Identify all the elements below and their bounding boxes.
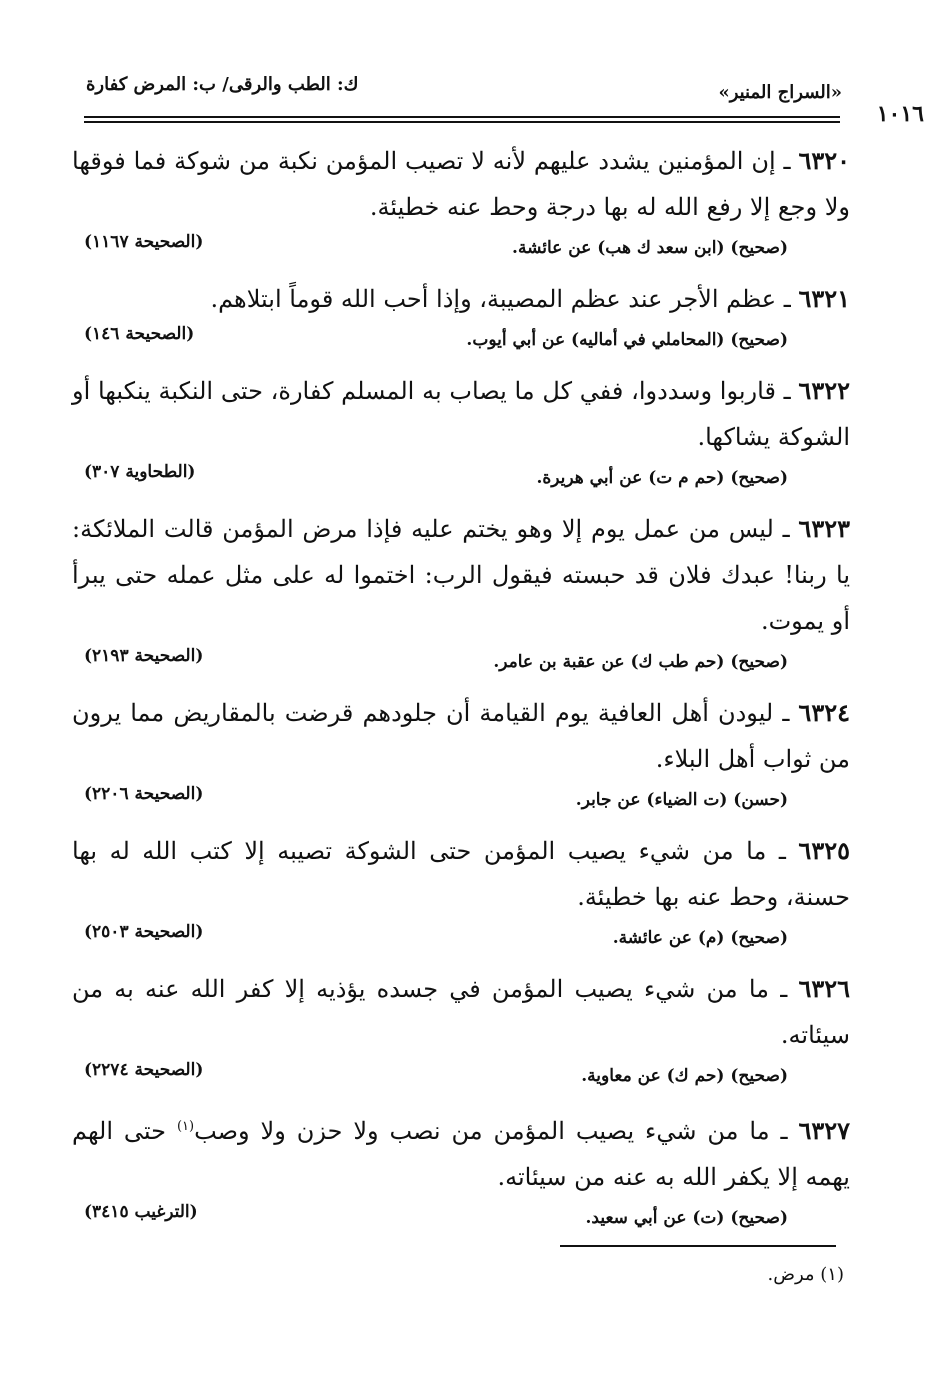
hadith-dash: ـ <box>782 699 790 727</box>
footnote <box>767 1264 844 1285</box>
hadith-entry <box>72 506 850 684</box>
hadith-body: قاربوا وسددوا، ففي كل ما يصاب به المسلم كفارة، حتى النكبة ينكبها أو الشوكة يشاكها. <box>72 377 850 451</box>
hadith-body: ما من شيء يصيب المؤمن في جسده يؤذيه إلا كفر الله عنه به من سيئاته. <box>72 975 850 1049</box>
hadith-entry <box>72 276 850 362</box>
hadith-number: ٦٣٢٢ <box>798 376 850 405</box>
hadith-reference: (الصحيحة ١١٦٧) <box>84 232 204 252</box>
source-row <box>72 644 850 684</box>
hadith-source: (صحيح) (حم م ت) عن أبي هريرة. <box>536 468 788 488</box>
hadith-list <box>72 138 850 1246</box>
source-row <box>72 920 850 960</box>
footnote-number: (١) <box>820 1264 844 1285</box>
hadith-entry <box>72 1104 850 1240</box>
hadith-body: حتى الهم يهمه إلا يكفر الله به عنه من سيئاته. <box>72 1117 850 1191</box>
section-title: ك: الطب والرقى/ ب: المرض كفارة <box>86 74 359 95</box>
hadith-source: (صحيح) (ت) عن أبي سعيد. <box>585 1208 788 1228</box>
source-row <box>72 322 850 362</box>
hadith-body: إن المؤمنين يشدد عليهم لأنه لا تصيب المؤمن نكبة من شوكة فما فوقها ولا وجع إلا رفع الله له بها درجة وحط عنه خطيئة. <box>72 147 850 221</box>
hadith-source: (صحيح) (حم طب ك) عن عقبة بن عامر. <box>493 652 788 672</box>
hadith-number: ٦٣٢٣ <box>798 514 850 543</box>
book-title: «السراج المنير» <box>718 82 842 103</box>
hadith-text <box>72 138 850 230</box>
hadith-reference: (الترغيب ٣٤١٥) <box>84 1202 198 1222</box>
hadith-reference: (الصحيحة ١٤٦) <box>84 324 195 344</box>
hadith-dash: ـ <box>778 837 786 865</box>
hadith-entry <box>72 966 850 1098</box>
hadith-reference: (الصحيحة ٢٢٧٤) <box>84 1060 204 1080</box>
source-row <box>72 230 850 270</box>
hadith-text <box>72 966 850 1058</box>
footnote-marker: (١) <box>176 1119 195 1134</box>
hadith-entry <box>72 138 850 270</box>
hadith-dash: ـ <box>780 1117 788 1145</box>
footnote-text: مرض. <box>767 1264 815 1285</box>
hadith-dash: ـ <box>780 975 788 1003</box>
hadith-reference: (الصحيحة ٢١٩٣) <box>84 646 204 666</box>
hadith-source: (صحيح) (المحاملي في أماليه) عن أبي أيوب. <box>466 330 788 350</box>
hadith-dash: ـ <box>782 515 790 543</box>
hadith-source: (صحيح) (م) عن عائشة. <box>612 928 788 948</box>
hadith-body: عظم الأجر عند عظم المصيبة، وإذا أحب الله قوماً ابتلاهم. <box>210 285 777 313</box>
hadith-dash: ـ <box>783 285 791 313</box>
hadith-dash: ـ <box>783 147 791 175</box>
hadith-number: ٦٣٢١ <box>798 284 850 313</box>
hadith-text <box>72 368 850 460</box>
hadith-body: ليس من عمل يوم إلا وهو يختم عليه فإذا مرض المؤمن قالت الملائكة: يا ربنا! عبدك فلان قد حبسته فيقول الرب: اختموا له على مثل عمله حتى يبرأ أو يموت. <box>72 515 851 635</box>
hadith-number: ٦٣٢٥ <box>798 836 850 865</box>
source-row <box>72 460 850 500</box>
hadith-source: (حسن) (ت الضياء) عن جابر. <box>575 790 788 810</box>
hadith-entry <box>72 368 850 500</box>
hadith-body: ما من شيء يصيب المؤمن حتى الشوكة تصيبه إلا كتب الله له بها حسنة، وحط عنه بها خطيئة. <box>72 837 850 911</box>
hadith-number: ٦٣٢٤ <box>798 698 850 727</box>
page-number: ١٠١٦ <box>876 101 924 127</box>
hadith-entry <box>72 690 850 822</box>
hadith-reference: (الصحيحة ٢٢٠٦) <box>84 784 204 804</box>
hadith-text <box>72 828 850 920</box>
header-rule <box>84 116 840 118</box>
hadith-body: ما من شيء يصيب المؤمن من نصب ولا حزن ولا وصب <box>194 1117 770 1145</box>
hadith-text <box>72 506 850 644</box>
hadith-entry <box>72 828 850 960</box>
hadith-text <box>72 690 850 782</box>
header-rule <box>84 121 840 123</box>
source-row <box>72 1058 850 1098</box>
source-row <box>72 1200 850 1240</box>
hadith-number: ٦٣٢٠ <box>798 146 850 175</box>
hadith-source: (صحيح) (حم ك) عن معاوية. <box>581 1066 788 1086</box>
hadith-number: ٦٣٢٦ <box>798 974 850 1003</box>
hadith-number: ٦٣٢٧ <box>798 1116 850 1145</box>
source-row <box>72 782 850 822</box>
hadith-text <box>72 1104 850 1200</box>
hadith-dash: ـ <box>783 377 791 405</box>
hadith-reference: (الصحيحة ٢٥٠٣) <box>84 922 204 942</box>
hadith-source: (صحيح) (ابن سعد ك هب) عن عائشة. <box>512 238 788 258</box>
hadith-body: ليودن أهل العافية يوم القيامة أن جلودهم قرضت بالمقاريض مما يرون من ثواب أهل البلاء. <box>72 699 850 773</box>
hadith-text <box>72 276 850 322</box>
footnote-rule <box>560 1245 836 1247</box>
hadith-reference: (الطحاوية ٣٠٧) <box>84 462 196 482</box>
